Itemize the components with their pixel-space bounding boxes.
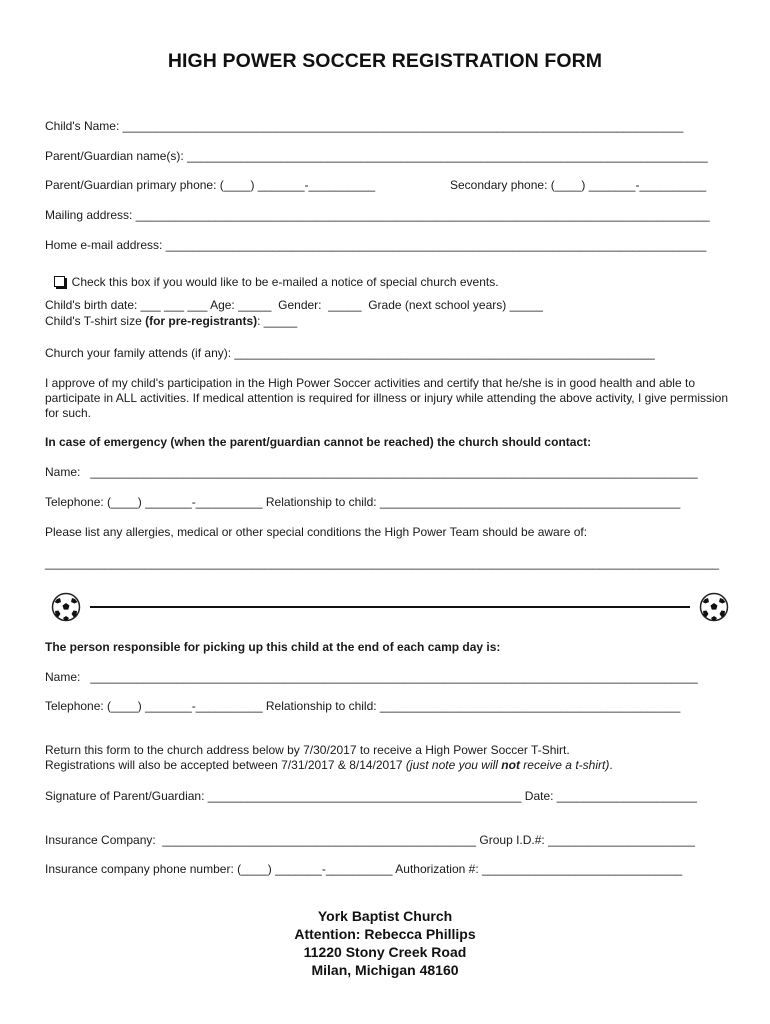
tshirt-pre-registrants: (for pre-registrants): [145, 314, 258, 328]
birth-age-gender-grade-field[interactable]: Child's birth date: ___ ___ ___ Age: _____ Gender: _____ Grade (next school years) _____: [45, 298, 543, 312]
allergies-field[interactable]: _____________________________________________________________________________________________________: [45, 556, 720, 570]
church-field[interactable]: Church your family attends (if any): _______________________________________________________________: [45, 346, 655, 360]
signature-date-field[interactable]: Signature of Parent/Guardian: _______________________________________________ Date: _____________________: [45, 789, 697, 803]
tshirt-note-b: receive a t-shirt): [519, 758, 610, 772]
city-state-zip: Milan, Michigan 48160: [311, 962, 459, 978]
soccer-ball-icon: [51, 592, 81, 622]
church-name: York Baptist Church: [317, 908, 453, 924]
insurance-company-field[interactable]: Insurance Company: _______________________________________________ Group I.D.#: ______________________: [45, 833, 695, 847]
form-title: HIGH POWER SOCCER REGISTRATION FORM: [167, 50, 603, 72]
emergency-telephone-field[interactable]: Telephone: (____) _______-__________ Relationship to child: _____________________________________________: [45, 495, 681, 509]
secondary-phone-field[interactable]: Secondary phone: (____) _______-__________: [450, 178, 707, 192]
section-divider: [90, 606, 690, 608]
tshirt-blank: : _____: [257, 314, 298, 328]
insurance-phone-field[interactable]: Insurance company phone number: (____) _______-__________ Authorization #: ______________________________: [45, 862, 683, 876]
primary-phone-field[interactable]: Parent/Guardian primary phone: (____) _______-__________: [45, 178, 376, 192]
tshirt-label: Child's T-shirt size: [45, 314, 146, 328]
late-registration-note: [45, 758, 613, 772]
email-opt-in: [47, 261, 499, 289]
mailing-address-block: [0, 907, 770, 979]
mailing-address-field[interactable]: Mailing address: ______________________________________________________________________________________: [45, 208, 710, 222]
consent-paragraph: I approve of my child's participation in the High Power Soccer activities and certify that he/she is in good health and able to participate in ALL activities. If medical attention is required for illness or injury while attending the above activity, I give permission for such.: [45, 376, 729, 420]
pickup-telephone-field[interactable]: Telephone: (____) _______-__________ Relationship to child: _____________________________________________: [45, 699, 681, 713]
email-opt-in-checkbox[interactable]: [54, 276, 65, 287]
street-address: 11220 Stony Creek Road: [303, 944, 467, 960]
tshirt-size-field[interactable]: [45, 314, 297, 328]
tshirt-note: [406, 758, 609, 772]
allergies-label: Please list any allergies, medical or other special conditions the High Power Team should be aware of:: [45, 525, 588, 539]
soccer-ball-icon: [699, 592, 729, 622]
tshirt-note-a: (just note you will: [405, 758, 502, 772]
pickup-name-field[interactable]: Name: ___________________________________________________________________________________________: [45, 670, 698, 684]
parent-name-field[interactable]: Parent/Guardian name(s): ______________________________________________________________________________: [45, 149, 708, 163]
pickup-heading: The person responsible for picking up this child at the end of each camp day is:: [45, 640, 501, 654]
attention-line: Attention: Rebecca Phillips: [294, 926, 476, 942]
tshirt-note-not: not: [501, 758, 520, 772]
email-opt-in-label: Check this box if you would like to be e-mailed a notice of special church events.: [71, 275, 499, 289]
email-field[interactable]: Home e-mail address: _________________________________________________________________________________: [45, 238, 707, 252]
late-registration-text: Registrations will also be accepted between 7/31/2017 & 8/14/2017: [45, 758, 406, 772]
return-instructions: Return this form to the church address below by 7/30/2017 to receive a High Power Soccer T-Shirt.: [45, 743, 570, 757]
emergency-heading: In case of emergency (when the parent/guardian cannot be reached) the church should contact:: [45, 435, 592, 449]
child-name-field[interactable]: Child's Name: ____________________________________________________________________________________: [45, 119, 684, 133]
tshirt-note-end: .: [609, 758, 613, 772]
emergency-name-field[interactable]: Name: ___________________________________________________________________________________________: [45, 465, 698, 479]
